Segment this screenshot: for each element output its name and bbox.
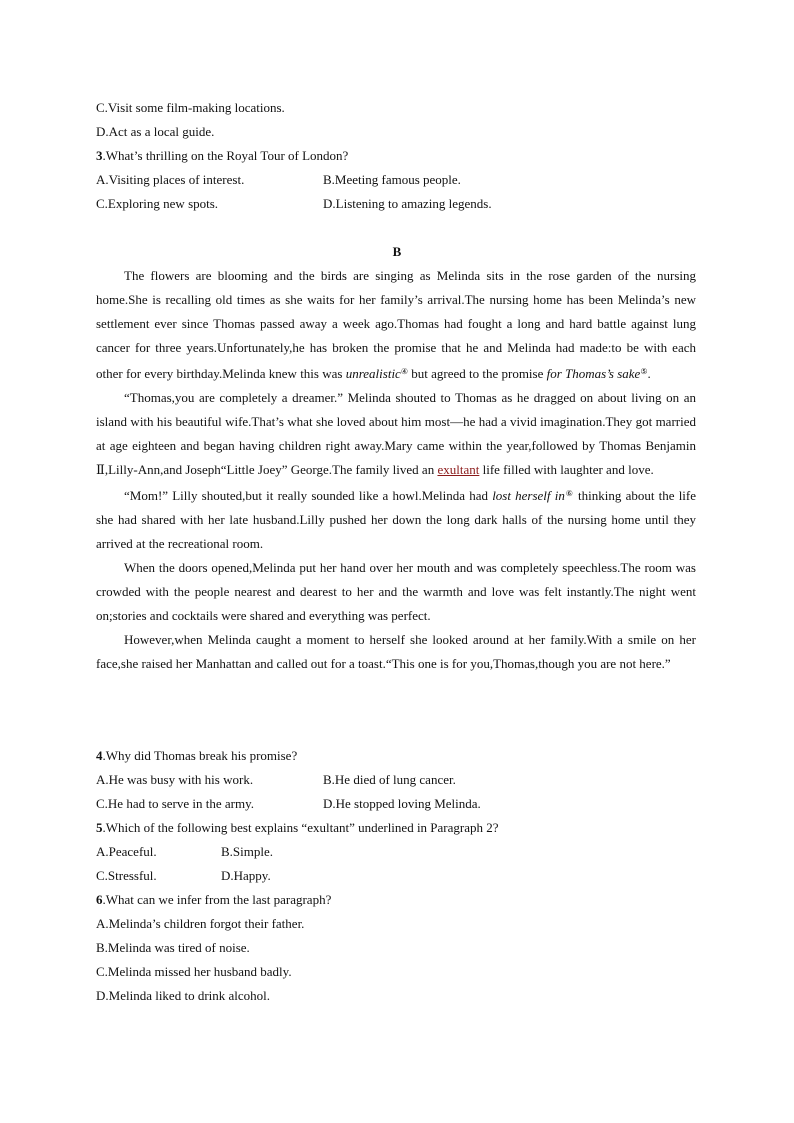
- footnote-marker-4: ④: [400, 367, 408, 376]
- q4-option-b: B.He died of lung cancer.: [323, 772, 456, 787]
- q3-number: 3: [96, 148, 103, 163]
- q5-option-d: D.Happy.: [221, 868, 271, 883]
- q2-option-c: C.Visit some film-making locations.: [96, 100, 285, 115]
- paragraph-4: When the doors opened,Melinda put her hand over her mouth and was completely speechless.The room was crowded with the people nearest and dearest to her and the warmth and love was felt instantly.The night went on;stories and cocktails were shared and everything was perfect.: [96, 560, 696, 623]
- p2-text-1: “Thomas,you are completely a dreamer.” Melinda shouted to Thomas as he dragged on about living on an island with his beautiful wife.That’s what she loved about him most—he had a vivid imagination.They got married at age eighteen and began having children right away.Mary came within the year,followed by Thomas Benjamin Ⅱ,Lilly-Ann,and Joseph“Little Joey” George.The family lived an: [96, 390, 696, 477]
- underlined-word-exultant: exultant: [437, 462, 480, 477]
- q5-text: .Which of the following best explains “exultant” underlined in Paragraph 2?: [102, 820, 499, 835]
- footnote-marker-6: ⑥: [564, 489, 574, 498]
- q6-option-a: A.Melinda’s children forgot their father.: [96, 916, 305, 931]
- q5-option-b: B.Simple.: [221, 844, 274, 859]
- q5-option-c: C.Stressful.: [96, 868, 157, 883]
- q3-stem: [96, 148, 348, 164]
- paragraph-5: However,when Melinda caught a moment to herself she looked around at her family.With a smile on her face,she raised her Manhattan and called out for a toast.“This one is for you,Thomas,though you are not here.”: [96, 632, 696, 671]
- section-heading: B: [392, 244, 402, 259]
- p3-text-1: “Mom!” Lilly shouted,but it really sounded like a howl.Melinda had: [124, 488, 493, 503]
- q3-option-c: C.Exploring new spots.: [96, 196, 219, 211]
- paragraph-3: [96, 482, 696, 556]
- q2-option-d: D.Act as a local guide.: [96, 124, 215, 139]
- q6-option-b: B.Melinda was tired of noise.: [96, 940, 250, 955]
- p3-text-2: thinking about the life she had shared with her late husband.Lilly pushed her down the long dark halls of the nursing home until they arrived at the recreational room.: [96, 488, 697, 551]
- q6-text: .What can we infer from the last paragraph?: [102, 892, 332, 907]
- q6-option-c: C.Melinda missed her husband badly.: [96, 964, 292, 979]
- q5-stem: [96, 820, 499, 836]
- q3-option-a: A.Visiting places of interest.: [96, 172, 245, 187]
- q6-number: 6: [96, 892, 103, 907]
- q4-number: 4: [96, 748, 103, 763]
- q5-option-a: A.Peaceful.: [96, 844, 157, 859]
- q4-text: .Why did Thomas break his promise?: [102, 748, 298, 763]
- q4-option-a: A.He was busy with his work.: [96, 772, 254, 787]
- paragraph-1: [96, 264, 696, 386]
- q5-number: 5: [96, 820, 103, 835]
- p1-italic-sake: for Thomas’s sake: [546, 366, 641, 381]
- footnote-marker-5: ⑤: [640, 367, 648, 376]
- p1-text-3: .: [647, 366, 651, 381]
- q4-option-d: D.He stopped loving Melinda.: [323, 796, 481, 811]
- p1-text-1: The flowers are blooming and the birds are singing as Melinda sits in the rose garden of the nursing home.She is recalling old times as she waits for her family’s arrival.The nursing home has been Melinda’s new settlement ever since Thomas passed away a week ago.Thomas had fought a long and hard battle against lung cancer for three years.Unfortunately,he has broken the promise that he and Melinda had made:to be with each other for every birthday.Melinda knew this was: [96, 268, 696, 381]
- q3-text: .What’s thrilling on the Royal Tour of London?: [102, 148, 349, 163]
- p3-italic-lost-herself: lost herself in: [492, 488, 565, 503]
- p1-italic-unrealistic: unrealistic: [345, 366, 401, 381]
- q6-option-d: D.Melinda liked to drink alcohol.: [96, 988, 271, 1003]
- q3-option-b: B.Meeting famous people.: [323, 172, 461, 187]
- p2-text-2: life filled with laughter and love.: [479, 462, 654, 477]
- p1-text-2: but agreed to the promise: [408, 366, 547, 381]
- q3-option-d: D.Listening to amazing legends.: [323, 196, 492, 211]
- paragraph-2: [96, 386, 696, 482]
- passage: [96, 264, 696, 676]
- q4-stem: [96, 748, 297, 764]
- q4-option-c: C.He had to serve in the army.: [96, 796, 254, 811]
- q6-stem: [96, 892, 331, 908]
